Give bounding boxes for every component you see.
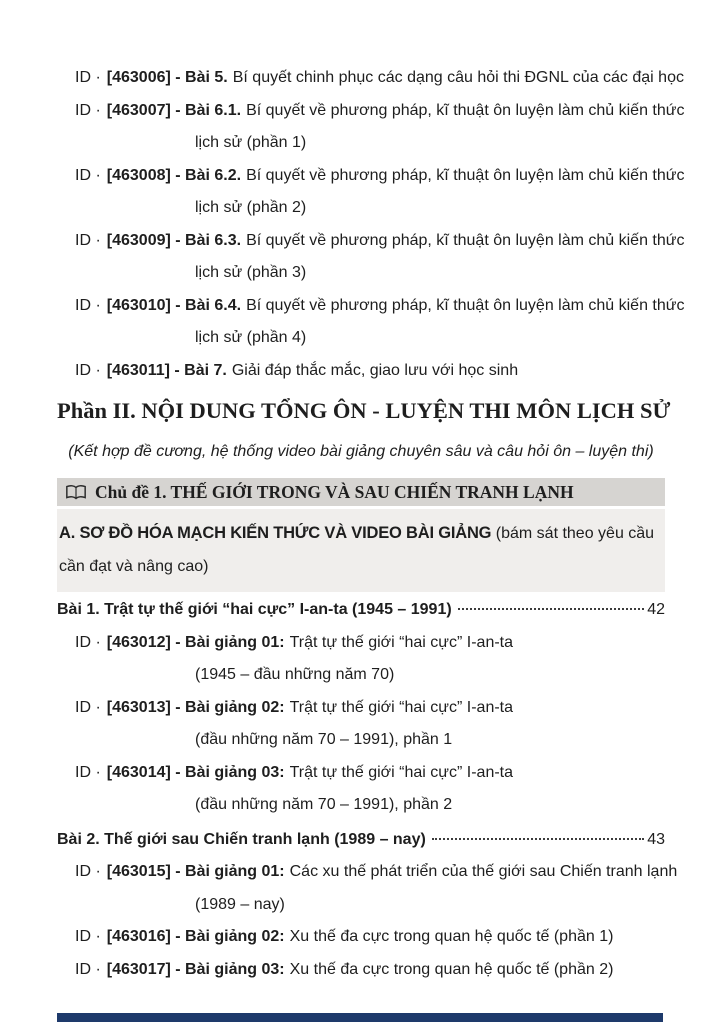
lesson-title: Bài 2. Thế giới sau Chiến tranh lạnh (1989 – nay) [57, 830, 426, 848]
entry-id-bold: [463016] - Bài giảng 02: [106, 928, 285, 945]
entry-continuation: (đầu những năm 70 – 1991), phần 2 [195, 796, 453, 813]
section-a-note: (bám sát theo yêu cầu cần đạt và nâng cao) [59, 525, 655, 575]
entry-text: Bí quyết về phương pháp, kĩ thuật ôn luyện làm chủ kiến thức [246, 296, 685, 314]
entry-continuation: (1945 – đầu những năm 70) [195, 666, 395, 683]
entry-id-prefix: ID · [75, 763, 101, 781]
lesson-row [57, 594, 665, 627]
part2-title: Phần II. NỘI DUNG TỔNG ÔN - LUYỆN THI MÔN LỊCH SỬ [57, 398, 671, 423]
entry-text: Bí quyết chinh phục các dạng câu hỏi thi ĐGNL của các đại học [232, 69, 684, 86]
lesson-title: Bài 1. Trật tự thế giới “hai cực” I-an-ta (1945 – 1991) [57, 601, 452, 618]
entry-id-prefix: ID · [75, 69, 101, 86]
entry-continuation: lịch sử (phần 3) [195, 264, 307, 281]
entry-id-prefix: ID · [75, 361, 101, 379]
entry-text: Bí quyết về phương pháp, kĩ thuật ôn luyện làm chủ kiến thức [246, 101, 685, 119]
section-a-heading: A. SƠ ĐỒ HÓA MẠCH KIẾN THỨC VÀ VIDEO BÀI GIẢNG [59, 524, 492, 542]
toc-entry [57, 95, 685, 128]
toc-entry [57, 954, 665, 987]
entry-continuation: lịch sử (phần 4) [195, 329, 307, 346]
lesson-row [57, 824, 665, 857]
entry-id-bold: [463013] - Bài giảng 02: [106, 698, 285, 716]
toc-entry [57, 627, 665, 660]
entry-id-bold: [463006] - Bài 5. [106, 69, 228, 86]
entry-id-bold: [463007] - Bài 6.1. [106, 101, 242, 119]
entry-text: Các xu thế phát triển của thế giới sau Chiến tranh lạnh [289, 863, 678, 880]
entry-id-prefix: ID · [75, 698, 101, 716]
toc-entry [57, 856, 678, 889]
entry-id-bold: [463010] - Bài 6.4. [106, 296, 242, 314]
topic-bar [57, 478, 665, 506]
entry-id-bold: [463017] - Bài giảng 03: [106, 960, 285, 978]
entry-text: Giải đáp thắc mắc, giao lưu với học sinh [231, 361, 519, 379]
dot-leader [458, 608, 645, 610]
entry-id-prefix: ID · [75, 960, 101, 978]
page-number: 43 [647, 830, 665, 848]
entry-text: Xu thế đa cực trong quan hệ quốc tế (phần 1) [289, 928, 614, 945]
page-number: 42 [647, 601, 665, 618]
toc-entry [57, 921, 665, 954]
entry-id-prefix: ID · [75, 101, 101, 119]
toc-entry [57, 692, 665, 725]
toc-entry [57, 290, 685, 323]
part1-entry-list [57, 62, 685, 387]
entry-text: Bí quyết về phương pháp, kĩ thuật ôn luyện làm chủ kiến thức [246, 231, 685, 249]
toc-entry [57, 757, 665, 790]
section-a [57, 509, 665, 592]
entry-text: Trật tự thế giới “hai cực” I-an-ta [289, 763, 514, 781]
toc-entry [57, 62, 684, 95]
entry-id-bold: [463012] - Bài giảng 01: [106, 633, 285, 651]
entry-continuation: lịch sử (phần 1) [195, 134, 307, 151]
entry-id-prefix: ID · [75, 296, 101, 314]
part2-subtitle: (Kết hợp đề cương, hệ thống video bài giảng chuyên sâu và câu hỏi ôn – luyện thi) [68, 443, 654, 460]
entry-id-bold: [463008] - Bài 6.2. [106, 166, 242, 184]
entry-continuation: (đầu những năm 70 – 1991), phần 1 [195, 731, 453, 748]
entry-id-bold: [463011] - Bài 7. [106, 361, 227, 379]
toc-entry [57, 355, 665, 388]
entry-continuation: lịch sử (phần 2) [195, 199, 307, 216]
entry-id-bold: [463015] - Bài giảng 01: [106, 863, 285, 880]
entry-id-prefix: ID · [75, 166, 101, 184]
entry-text: Xu thế đa cực trong quan hệ quốc tế (phần 2) [289, 960, 614, 978]
entry-id-prefix: ID · [75, 231, 101, 249]
toc-entry [57, 225, 685, 258]
toc-entry [57, 160, 685, 193]
entry-continuation: (1989 – nay) [195, 895, 285, 913]
dot-leader [432, 838, 644, 840]
bottom-accent-bar [57, 1013, 663, 1022]
entry-id-bold: [463014] - Bài giảng 03: [106, 763, 285, 781]
entry-text: Trật tự thế giới “hai cực” I-an-ta [289, 698, 514, 716]
entry-text: Bí quyết về phương pháp, kĩ thuật ôn luyện làm chủ kiến thức [246, 166, 685, 184]
topic-label: Chủ đề 1. THẾ GIỚI TRONG VÀ SAU CHIẾN TRANH LẠNH [95, 481, 574, 502]
entry-text: Trật tự thế giới “hai cực” I-an-ta [289, 633, 514, 651]
entry-id-prefix: ID · [75, 863, 101, 880]
open-book-icon [65, 484, 87, 501]
entry-id-prefix: ID · [75, 928, 101, 945]
entry-id-prefix: ID · [75, 633, 101, 651]
entry-id-bold: [463009] - Bài 6.3. [106, 231, 242, 249]
